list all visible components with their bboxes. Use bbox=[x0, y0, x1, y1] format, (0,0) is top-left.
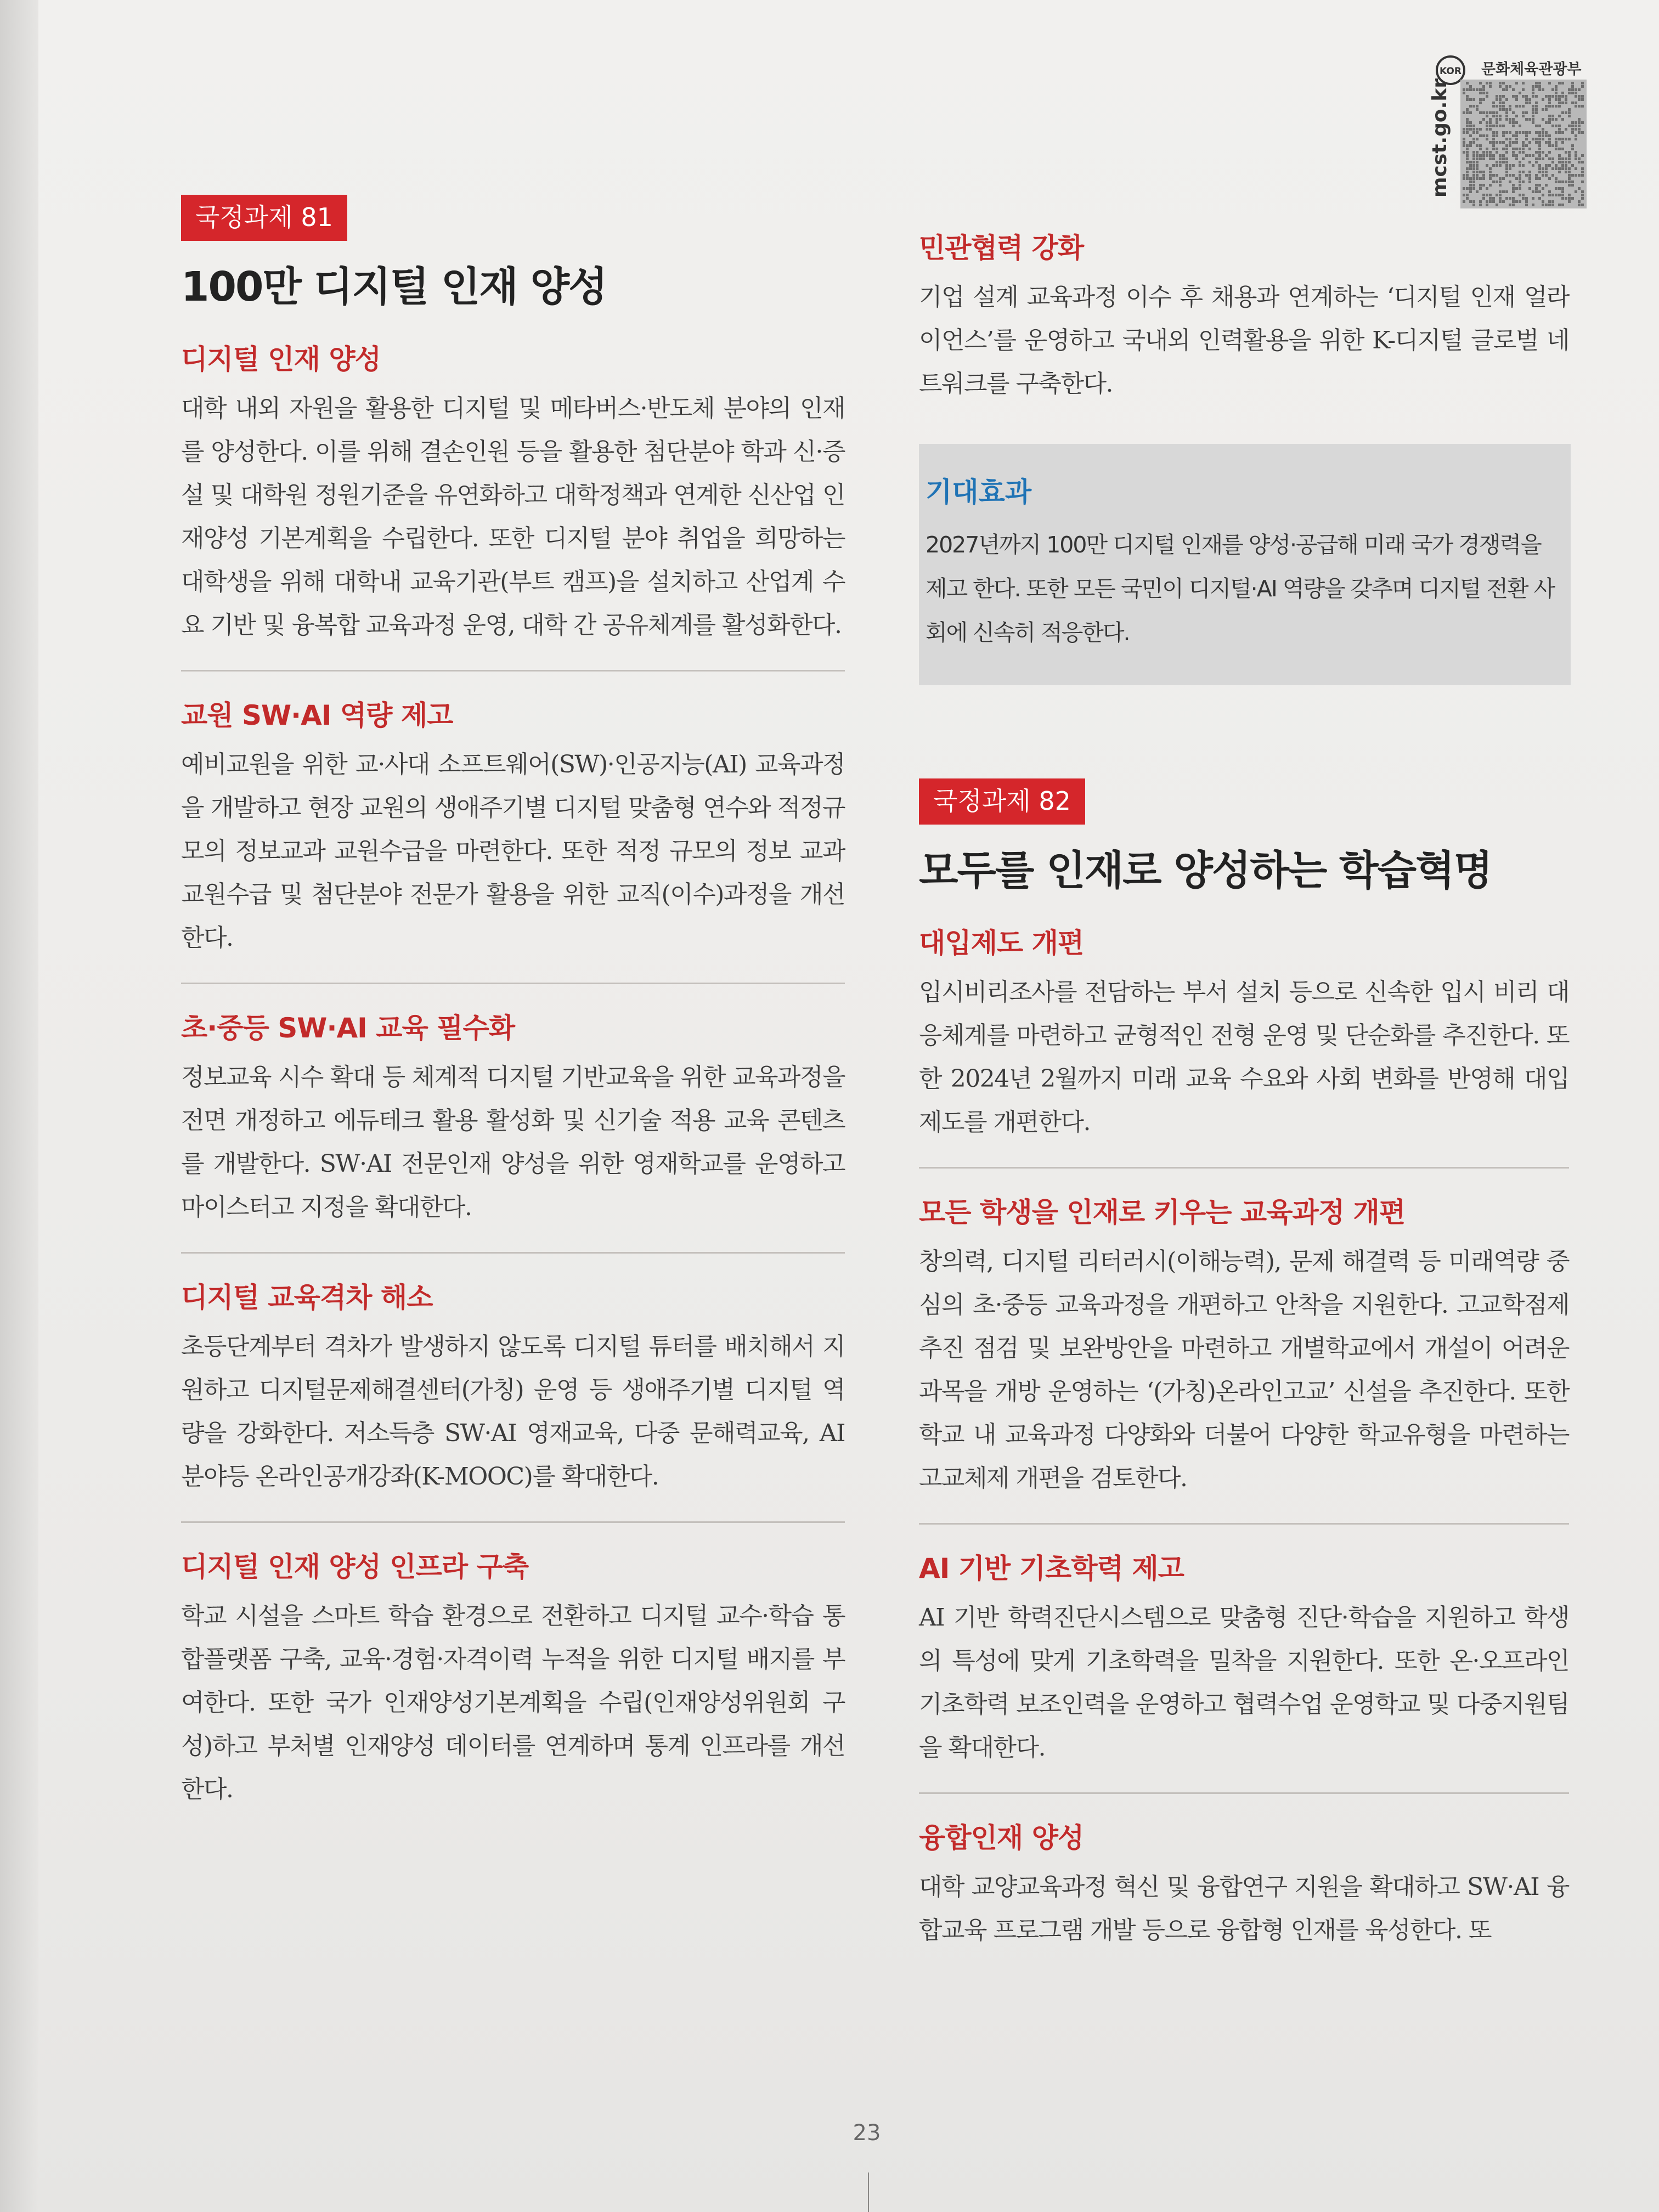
section-body: 대학 교양교육과정 혁신 및 융합연구 지원을 확대하고 SW·AI 융합교육 프로그램 개발 등으로 융합형 인재를 육성한다. 또 bbox=[919, 1873, 1569, 1944]
section-heading: 민관협력 강화 bbox=[919, 232, 1084, 264]
section-body: 기업 설계 교육과정 이수 후 채용과 연계하는 ‘디지털 인재 얼라이언스’를 운영하고 국내외 인력활용을 위한 K-디지털 글로벌 네트워크를 구축한다. bbox=[919, 283, 1569, 398]
page-title: 모두를 인재로 양성하는 학습혁명 bbox=[919, 847, 1492, 894]
section-body: 창의력, 디지털 리터러시(이해능력), 문제 해결력 등 미래역량 중심의 초·중등 교육과정을 개편하고 안착을 지원한다. 고교학점제 추진 점검 및 보완방안을 마련하고 개별학교에서 개설이 어려운 과목을 개방 운영하는 ‘(가칭)온라인고교’ 신설을 추진한다. 또한 학교 내 교육과정 다양화와 더불어 다양한 학교유형을 마련하는 고교체제 개편을 검토한다. bbox=[919, 1248, 1569, 1492]
expected-effect-box bbox=[919, 444, 1571, 685]
page-title: 100만 디지털 인재 양성 bbox=[181, 263, 607, 311]
section bbox=[181, 1549, 845, 1811]
divider bbox=[919, 1167, 1569, 1169]
section-heading: 융합인재 양성 bbox=[919, 1822, 1084, 1854]
section bbox=[919, 1820, 1569, 1952]
divider bbox=[181, 1521, 845, 1523]
section bbox=[919, 230, 1569, 405]
section-body: 대학 내외 자원을 활용한 디지털 및 메타버스·반도체 분야의 인재를 양성한다. 이를 위해 결손인원 등을 활용한 첨단분야 학과 신·증설 및 대학원 정원기준을 유연화하고 대학정책과 연계한 신산업 인재양성 기본계획을 수립한다. 또한 디지털 분야 취업을 희망하는 대학생을 위해 대학내 교육기관(부트 캠프)을 설치하고 산업계 수요 기반 및 융복합 교육과정 운영, 대학 간 공유체계를 활성화한다. bbox=[181, 394, 845, 639]
section-heading: 교원 SW·AI 역량 제고 bbox=[181, 699, 453, 731]
qr-code-icon bbox=[1460, 80, 1587, 208]
section-body: AI 기반 학력진단시스템으로 맞춤형 진단·학습을 지원하고 학생의 특성에 맞게 기초학력을 밀착을 지원한다. 또한 온·오프라인 기초학력 보조인력을 운영하고 협력수업 운영학교 및 다중지원팀을 확대한다. bbox=[919, 1604, 1569, 1762]
section-heading: 대입제도 개편 bbox=[919, 927, 1084, 959]
divider bbox=[919, 1792, 1569, 1794]
left-column bbox=[181, 195, 845, 1811]
section-body: 입시비리조사를 전담하는 부서 설치 등으로 신속한 입시 비리 대응체계를 마련하고 균형적인 전형 운영 및 단순화를 추진한다. 또한 2024년 2월까지 미래 교육 수요와 사회 변화를 반영해 대입제도를 개편한다. bbox=[919, 978, 1569, 1136]
section-body: 예비교원을 위한 교·사대 소프트웨어(SW)·인공지능(AI) 교육과정을 개발하고 현장 교원의 생애주기별 디지털 맞춤형 연수와 적정규모의 정보교과 교원수급을 마련한다. 또한 적정 규모의 정보 교과 교원수급 및 첨단분야 전문가 활용을 위한 교직(이수)과정을 개선한다. bbox=[181, 751, 845, 952]
right-column bbox=[919, 230, 1569, 1952]
section-heading: 디지털 인재 양성 인프라 구축 bbox=[181, 1551, 529, 1583]
divider bbox=[181, 983, 845, 984]
section bbox=[181, 342, 845, 647]
gutter-line bbox=[868, 2172, 869, 2212]
task-badge: 국정과제 81 bbox=[181, 195, 347, 241]
section-body: 정보교육 시수 확대 등 체계적 디지털 기반교육을 위한 교육과정을 전면 개정하고 에듀테크 활용 활성화 및 신기술 적용 교육 콘텐츠를 개발한다. SW·AI 전문인재 양성을 위한 영재학교를 운영하고 마이스터고 지정을 확대한다. bbox=[181, 1063, 845, 1221]
section-heading: AI 기반 기초학력 제고 bbox=[919, 1553, 1184, 1584]
section-heading: 디지털 교육격차 해소 bbox=[181, 1282, 433, 1313]
section bbox=[919, 1195, 1569, 1500]
ministry-name: 문화체육관광부 bbox=[1481, 61, 1582, 78]
section bbox=[181, 698, 845, 960]
section-heading: 초·중등 SW·AI 교육 필수화 bbox=[181, 1012, 515, 1044]
page-edge-shadow bbox=[0, 0, 38, 2212]
effect-body: 2027년까지 100만 디지털 인재를 양성·공급해 미래 국가 경쟁력을 제고 한다. 또한 모든 국민이 디지털·AI 역량을 갖추며 디지털 전환 사회에 신속히 적응한다. bbox=[926, 532, 1555, 646]
divider bbox=[181, 1252, 845, 1254]
section-heading: 디지털 인재 양성 bbox=[181, 343, 381, 375]
section bbox=[181, 1280, 845, 1498]
section-heading: 모든 학생을 인재로 키우는 교육과정 개편 bbox=[919, 1197, 1406, 1228]
divider bbox=[181, 670, 845, 672]
kor-logo-text: KOR bbox=[1440, 66, 1462, 77]
section bbox=[181, 1011, 845, 1229]
section-body: 학교 시설을 스마트 학습 환경으로 전환하고 디지털 교수·학습 통합플랫폼 구축, 교육·경험·자격이력 누적을 위한 디지털 배지를 부여한다. 또한 국가 인재양성기본계획을 수립(인재양성위원회 구성)하고 부처별 인재양성 데이터를 연계하며 통계 인프라를 개선한다. bbox=[181, 1602, 845, 1803]
effect-heading: 기대효과 bbox=[926, 476, 1032, 508]
site-url: mcst.go.kr bbox=[1429, 78, 1451, 198]
section-body: 초등단계부터 격차가 발생하지 않도록 디지털 튜터를 배치해서 지원하고 디지털문제해결센터(가칭) 운영 등 생애주기별 디지털 역량을 강화한다. 저소득층 SW·AI 영재교육, 다중 문해력교육, AI 분야등 온라인공개강좌(K-MOOC)를 확대한다. bbox=[181, 1333, 845, 1491]
task-badge: 국정과제 82 bbox=[919, 778, 1085, 825]
section bbox=[919, 1551, 1569, 1769]
divider bbox=[919, 1523, 1569, 1525]
page-number: 23 bbox=[853, 2120, 881, 2146]
section bbox=[919, 926, 1569, 1144]
